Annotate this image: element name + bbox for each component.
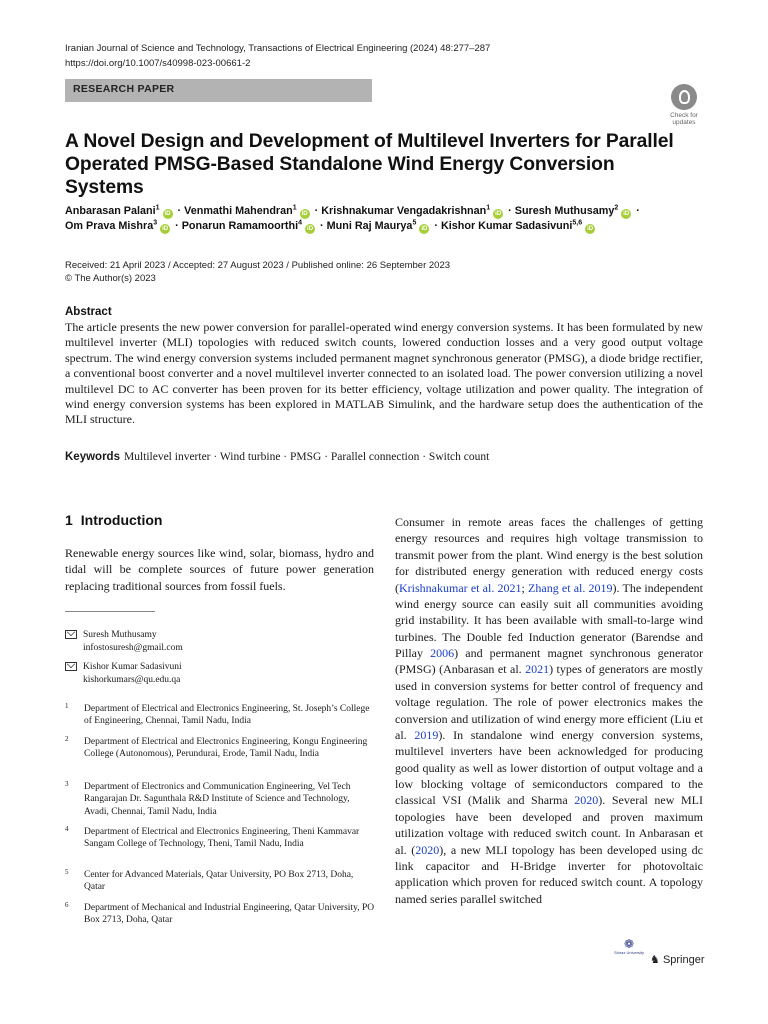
author-affiliation-ref: 1 [292, 204, 297, 212]
copyright-line: © The Author(s) 2023 [65, 273, 156, 284]
citation-link[interactable]: 2019 [414, 727, 439, 742]
dates-line: Received: 21 April 2023 / Accepted: 27 August 2023 / Published online: 26 September 2023 [65, 260, 451, 271]
affiliation-text: Department of Mechanical and Industrial Engineering, Qatar University, PO Box 2713, Doha, Qatar [84, 903, 375, 926]
doi-link[interactable]: https://doi.org/10.1007/s40998-023-00661-2 [65, 58, 251, 69]
affiliation-text: Department of Electrical and Electronics Engineering, Theni Kammavar Sangam College of Technology, Theni, Tamil Nadu, India [84, 827, 360, 850]
author-affiliation-ref: 2 [614, 204, 619, 212]
check-updates-label: Check for updates [670, 112, 698, 126]
orcid-icon[interactable]: iD [623, 211, 630, 217]
author-list [65, 204, 715, 234]
springer-logo [650, 953, 705, 966]
affiliation-number: 2 [65, 735, 69, 743]
publication-dates [65, 259, 450, 285]
publisher-name: Springer [662, 954, 705, 966]
author-name[interactable]: Anbarasan Palani [65, 205, 156, 217]
orcid-icon[interactable]: iD [301, 211, 308, 217]
intro-paragraph-right [395, 514, 703, 907]
affiliation-text: Department of Electronics and Communication Engineering, Vel Tech Rangarajan Dr. Sagunthala R&D Institute of Science and Technology, Avadi, Chennai, Tamil Nadu, India [84, 782, 351, 817]
citation-link[interactable]: Zhang et al. 2019 [528, 580, 613, 595]
keywords [65, 451, 489, 463]
title-line-1: A Novel Design and Development of Multilevel Inverters for Parallel [65, 131, 674, 152]
abstract-text: The article presents the new power conversion for parallel-operated wind energy conversion systems. It has been formulated by new multilevel inverter (MLI) topologies with reduced switch counts, lowered conduction losses and a very good output voltage spectrum. The wind energy conversion systems included permanent magnet synchronous generator (PMSG), a diode bridge rectifier, a conventional boost converter and a novel multilevel inverter connected to an isolated load. The power conversion utilizing a novel multilevel DC to AC converter has been proven for its better efficiency, voltage utilization and power quality. The integration of wind energy conversion systems has been explored in MATLAB Simulink, and the hardware setup does the authentication of the MLI structure. [65, 320, 703, 427]
author-separator: · [177, 205, 182, 217]
citation-link[interactable]: Krishnakumar et al. 2021 [399, 580, 522, 595]
correspondence-name: Kishor Kumar Sadasivuni [83, 662, 182, 672]
envelope-icon [65, 630, 77, 639]
article-type: RESEARCH PAPER [73, 83, 175, 95]
correspondence-email[interactable]: infostosuresh@gmail.com [83, 642, 183, 653]
check-for-updates-button[interactable] [666, 84, 702, 126]
author-affiliation-ref: 5 [412, 219, 417, 227]
author-separator: · [320, 220, 324, 232]
author-name[interactable]: Venmathi Mahendran [184, 205, 293, 217]
abstract-heading: Abstract [65, 306, 112, 318]
affiliation-text: Center for Advanced Materials, Qatar University, PO Box 2713, Doha, Qatar [84, 870, 354, 893]
society-logo-icon: ❁ [623, 937, 635, 951]
affiliation-text: Department of Electrical and Electronics Engineering, Kongu Engineering College (Autonomous), Perundurai, Erode, Tamil Nadu, India [84, 737, 368, 760]
orcid-icon[interactable]: iD [307, 226, 314, 232]
author-separator: · [636, 205, 640, 217]
orcid-icon[interactable]: iD [164, 211, 171, 217]
body-text: ). The independent wind energy source can easily suit all communities avoiding grid instability. It has been available with small-to-large wind turbines. The Double fed Induction generator (Barendse and Pillay [395, 580, 703, 660]
author-name[interactable]: Krishnakumar Vengadakrishnan [321, 205, 487, 217]
orcid-icon[interactable]: iD [587, 226, 594, 232]
author-affiliation-ref: 4 [298, 219, 303, 227]
affiliation-number: 6 [65, 901, 69, 909]
journal-citation: Iranian Journal of Science and Technology, Transactions of Electrical Engineering (2024) 48:277–287 [65, 43, 491, 54]
section-heading [65, 512, 162, 528]
affiliation-number: 5 [65, 868, 69, 876]
author-affiliation-ref: 1 [486, 204, 491, 212]
correspondence-email[interactable]: kishorkumars@qu.edu.qa [83, 674, 181, 685]
body-text: Consumer in remote areas faces the challenges of getting energy resources and requires high voltage transmission to transmit power from the plant. Wind energy is the best solution for distributed energy generation with reduced energy costs ( [395, 515, 703, 595]
author-separator: · [314, 205, 319, 217]
footnote-divider [65, 611, 155, 612]
citation-link[interactable]: 2021 [525, 662, 550, 677]
body-text: ) types of generators are mostly used in conversion systems for better control of frequency and voltage regulation. The role of power electronics makes the conversion and utilization of wind energy more efficient (Liu et al. [395, 662, 703, 742]
author-separator: · [175, 220, 179, 232]
affiliation [65, 869, 375, 894]
keywords-list: Multilevel inverter · Wind turbine · PMSG · Parallel connection · Switch count [123, 451, 490, 463]
body-text: ). Several new MLI topologies have been developed and proven maximum utilization voltage with reduced switch count. In Anbarasan et al. ( [395, 793, 703, 857]
author-name[interactable]: Ponarun Ramamoorthi [181, 220, 299, 232]
body-text: ). In standalone wind energy conversion systems, multilevel inverters have been acknowledged for producing good quality as well as lower distortion of output voltage and a low blocking voltage of semiconductors compared to the classical VSI (Malik and Sharma [395, 727, 703, 808]
shiraz-university-logo [614, 938, 644, 955]
citation-link[interactable]: 2006 [430, 646, 455, 660]
correspondence-name: Suresh Muthusamy [83, 630, 157, 640]
body-text: ) and permanent magnet synchronous generator (PMSG) (Anbarasan et al. [395, 646, 703, 677]
orcid-icon[interactable]: iD [421, 226, 428, 232]
article-type-bar [65, 79, 372, 102]
section-title: Introduction [80, 512, 163, 528]
body-text: ; [521, 580, 529, 595]
author-affiliation-ref: 3 [153, 219, 158, 227]
author-name[interactable]: Om Prava Mishra [65, 220, 154, 232]
envelope-icon [65, 662, 77, 671]
journal-header [65, 41, 490, 71]
intro-paragraph-left: Renewable energy sources like wind, solar, biomass, hydro and tidal will be complete sources of future power generation replacing traditional sources from fossil fuels. [65, 546, 374, 593]
author-name[interactable]: Suresh Muthusamy [514, 205, 615, 217]
author-line-2 [65, 219, 715, 234]
affiliation [65, 781, 375, 818]
orcid-icon[interactable]: iD [162, 226, 169, 232]
affiliation-number: 3 [65, 780, 69, 788]
citation-link[interactable]: 2020 [415, 842, 440, 857]
author-affiliation-ref: 5,6 [572, 219, 583, 227]
society-caption: Shiraz University [614, 950, 645, 955]
affiliation-text: Department of Electrical and Electronics Engineering, St. Joseph’s College of Engineering, Chennai, Tamil Nadu, India [84, 704, 370, 727]
author-line-1 [65, 204, 715, 219]
author-name[interactable]: Kishor Kumar Sadasivuni [440, 220, 573, 232]
title-line-2: Operated PMSG-Based Standalone Wind Energy Conversion Systems [65, 154, 615, 198]
affiliation [65, 902, 375, 927]
affiliation-number: 4 [65, 825, 69, 833]
author-separator: · [434, 220, 438, 232]
affiliation [65, 826, 375, 851]
orcid-icon[interactable]: iD [495, 211, 502, 217]
affiliation [65, 703, 375, 728]
publisher-footer [614, 938, 704, 974]
affiliation [65, 736, 375, 761]
body-text: ), a new MLI topology has been developed using dc link capacitor and H-Bridge inverter for photovoltaic application which proven for reduced switch count. A topology named series parallel switched [395, 842, 703, 906]
section-number: 1 [65, 512, 73, 528]
check-updates-icon [671, 84, 697, 110]
affiliation-number: 1 [65, 702, 69, 710]
springer-horse-icon: ♞ [650, 954, 660, 966]
author-affiliation-ref: 1 [155, 204, 160, 212]
author-separator: · [508, 205, 512, 217]
paper-title [65, 130, 685, 199]
keywords-label: Keywords [65, 451, 120, 463]
citation-link[interactable]: 2020 [574, 793, 599, 808]
author-name[interactable]: Muni Raj Maurya [326, 220, 413, 232]
